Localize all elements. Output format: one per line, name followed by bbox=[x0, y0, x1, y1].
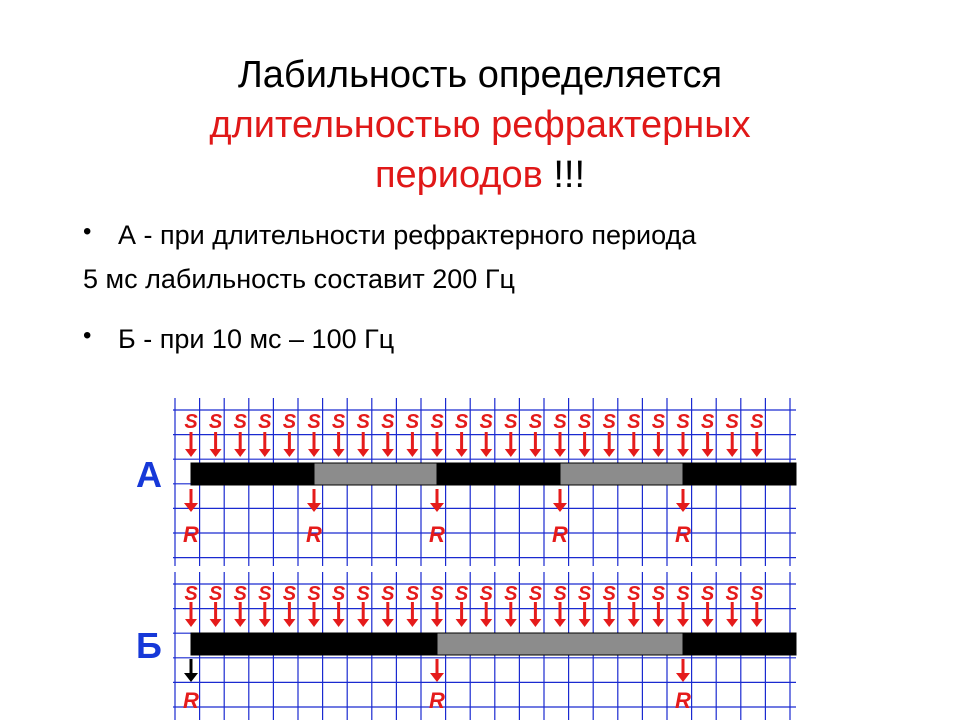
stimulus-letter: S bbox=[405, 583, 420, 605]
stimulus-arrow-head bbox=[480, 449, 492, 457]
stimulus-arrow-head bbox=[406, 619, 418, 627]
stimulus-letter: S bbox=[331, 583, 346, 605]
stimulus-arrow-head bbox=[702, 449, 714, 457]
stimulus-letter: S bbox=[356, 411, 370, 433]
stimulus-letter: S bbox=[479, 411, 493, 433]
response-arrow-head bbox=[553, 503, 567, 512]
stimulus-arrow-head bbox=[185, 449, 197, 457]
stimulus-letter: S bbox=[528, 411, 543, 433]
refractory-segment bbox=[437, 633, 683, 655]
stimulus-arrow-head bbox=[603, 619, 615, 627]
stimulus-arrow-head bbox=[283, 619, 295, 627]
stimulus-arrow-head bbox=[382, 449, 394, 457]
panel-a-label: А bbox=[136, 454, 162, 495]
stimulus-letter: S bbox=[577, 583, 592, 605]
stimulus-arrow-head bbox=[677, 449, 689, 457]
stimulus-arrow-head bbox=[259, 619, 271, 627]
stimulus-letter: S bbox=[750, 583, 764, 605]
stimulus-arrow-head bbox=[726, 449, 738, 457]
title-line-3-red: периодов bbox=[374, 154, 543, 196]
response-letter: R bbox=[306, 522, 322, 547]
stimulus-arrow-head bbox=[505, 449, 517, 457]
stimulus-letter: S bbox=[577, 411, 592, 433]
response-letter: R bbox=[675, 522, 691, 547]
stimulus-letter: S bbox=[381, 411, 395, 433]
stimulus-arrow-head bbox=[751, 619, 763, 627]
stimulus-letter: S bbox=[651, 411, 666, 433]
stimulus-arrow-head bbox=[283, 449, 295, 457]
panel-b-label: Б bbox=[136, 625, 162, 666]
stimulus-arrow-head bbox=[431, 619, 443, 627]
response-letter: R bbox=[675, 688, 691, 713]
refractory-segment bbox=[314, 463, 437, 485]
stimulus-letter: S bbox=[381, 583, 395, 605]
stimulus-arrow-head bbox=[210, 449, 222, 457]
stimulus-letter: S bbox=[208, 583, 223, 605]
response-letter: R bbox=[183, 522, 199, 547]
stimulus-arrow-head bbox=[431, 449, 443, 457]
stimulus-arrow-head bbox=[702, 619, 714, 627]
stimulus-letter: S bbox=[233, 583, 247, 605]
stimulus-letter: S bbox=[307, 583, 321, 605]
response-arrow-head bbox=[676, 673, 690, 682]
stimulus-letter: S bbox=[700, 411, 715, 433]
stimulus-arrow-head bbox=[579, 449, 591, 457]
stimulus-arrow-head bbox=[529, 619, 541, 627]
stimulus-letter: S bbox=[627, 411, 641, 433]
response-letter: R bbox=[429, 522, 445, 547]
stimulus-arrow-head bbox=[234, 449, 246, 457]
stimulus-letter: S bbox=[651, 583, 666, 605]
stimulus-arrow-head bbox=[529, 449, 541, 457]
stimulus-letter: S bbox=[725, 583, 739, 605]
stimulus-arrow-head bbox=[357, 619, 369, 627]
title-line-2: длительностью рефрактерных bbox=[209, 104, 751, 146]
stimulus-letter: S bbox=[750, 411, 764, 433]
stimulus-letter: S bbox=[553, 583, 567, 605]
response-arrow-head bbox=[307, 503, 321, 512]
stimulus-arrow-head bbox=[234, 619, 246, 627]
stimulus-letter: S bbox=[356, 583, 370, 605]
stimulus-letter: S bbox=[700, 583, 715, 605]
stimulus-letter: S bbox=[282, 411, 297, 433]
stimulus-letter: S bbox=[258, 583, 272, 605]
stimulus-arrow-head bbox=[751, 449, 763, 457]
stimulus-letter: S bbox=[725, 411, 739, 433]
excitation-segment bbox=[191, 463, 314, 485]
bullet-b-text: Б - при 10 мс – 100 Гц bbox=[118, 324, 395, 354]
stimulus-arrow-head bbox=[628, 619, 640, 627]
stimulus-letter: S bbox=[307, 411, 321, 433]
stimulus-letter: S bbox=[405, 411, 420, 433]
excitation-segment bbox=[191, 633, 437, 655]
title-line-1: Лабильность определяется bbox=[237, 54, 723, 96]
excitation-segment bbox=[683, 633, 796, 655]
stimulus-letter: S bbox=[504, 583, 518, 605]
bullet-a-text: А - при длительности рефрактерного периода bbox=[118, 220, 697, 250]
stimulus-arrow-head bbox=[505, 619, 517, 627]
bullet-dot-b: • bbox=[83, 322, 92, 349]
refractory-segment bbox=[560, 463, 683, 485]
stimulus-letter: S bbox=[602, 411, 616, 433]
stimulus-letter: S bbox=[430, 583, 444, 605]
stimulus-arrow-head bbox=[308, 619, 320, 627]
stimulus-arrow-head bbox=[456, 619, 468, 627]
stimulus-letter: S bbox=[331, 411, 346, 433]
stimulus-letter: S bbox=[430, 411, 444, 433]
response-arrow-head bbox=[184, 503, 198, 512]
stimulus-arrow-head bbox=[357, 449, 369, 457]
title-line-3-black: !!! bbox=[542, 154, 586, 196]
stimulus-arrow-head bbox=[652, 619, 664, 627]
stimulus-letter: S bbox=[676, 583, 690, 605]
stimulus-letter: S bbox=[208, 411, 223, 433]
stimulus-letter: S bbox=[184, 411, 198, 433]
stimulus-arrow-head bbox=[603, 449, 615, 457]
stimulus-letter: S bbox=[454, 583, 469, 605]
stimulus-arrow-head bbox=[652, 449, 664, 457]
stimulus-arrow-head bbox=[210, 619, 222, 627]
response-letter: R bbox=[429, 688, 445, 713]
stimulus-arrow-head bbox=[333, 619, 345, 627]
stimulus-letter: S bbox=[454, 411, 469, 433]
stimulus-arrow-head bbox=[185, 619, 197, 627]
response-letter: R bbox=[552, 522, 568, 547]
excitation-segment bbox=[683, 463, 796, 485]
stimulus-arrow-head bbox=[579, 619, 591, 627]
excitation-segment bbox=[437, 463, 560, 485]
stimulus-arrow-head bbox=[406, 449, 418, 457]
stimulus-arrow-head bbox=[726, 619, 738, 627]
stimulus-letter: S bbox=[184, 583, 198, 605]
bullet-a-continuation: 5 мс лабильность составит 200 Гц bbox=[83, 264, 515, 294]
stimulus-arrow-head bbox=[259, 449, 271, 457]
response-arrow-head bbox=[430, 503, 444, 512]
stimulus-arrow-head bbox=[554, 449, 566, 457]
stimulus-letter: S bbox=[504, 411, 518, 433]
stimulus-arrow-head bbox=[333, 449, 345, 457]
stimulus-letter: S bbox=[553, 411, 567, 433]
stimulus-arrow-head bbox=[308, 449, 320, 457]
stimulus-arrow-head bbox=[456, 449, 468, 457]
response-arrow-head bbox=[184, 673, 198, 682]
response-arrow-head bbox=[676, 503, 690, 512]
stimulus-letter: S bbox=[627, 583, 641, 605]
stimulus-arrow-head bbox=[382, 619, 394, 627]
response-letter: R bbox=[183, 688, 199, 713]
stimulus-letter: S bbox=[233, 411, 247, 433]
stimulus-arrow-head bbox=[628, 449, 640, 457]
response-arrow-head bbox=[430, 673, 444, 682]
stimulus-letter: S bbox=[258, 411, 272, 433]
stimulus-arrow-head bbox=[554, 619, 566, 627]
stimulus-letter: S bbox=[282, 583, 297, 605]
bullet-dot-a: • bbox=[83, 218, 92, 245]
stimulus-letter: S bbox=[479, 583, 493, 605]
stimulus-arrow-head bbox=[480, 619, 492, 627]
stimulus-letter: S bbox=[676, 411, 690, 433]
stimulus-arrow-head bbox=[677, 619, 689, 627]
stimulus-letter: S bbox=[528, 583, 543, 605]
stimulus-letter: S bbox=[602, 583, 616, 605]
